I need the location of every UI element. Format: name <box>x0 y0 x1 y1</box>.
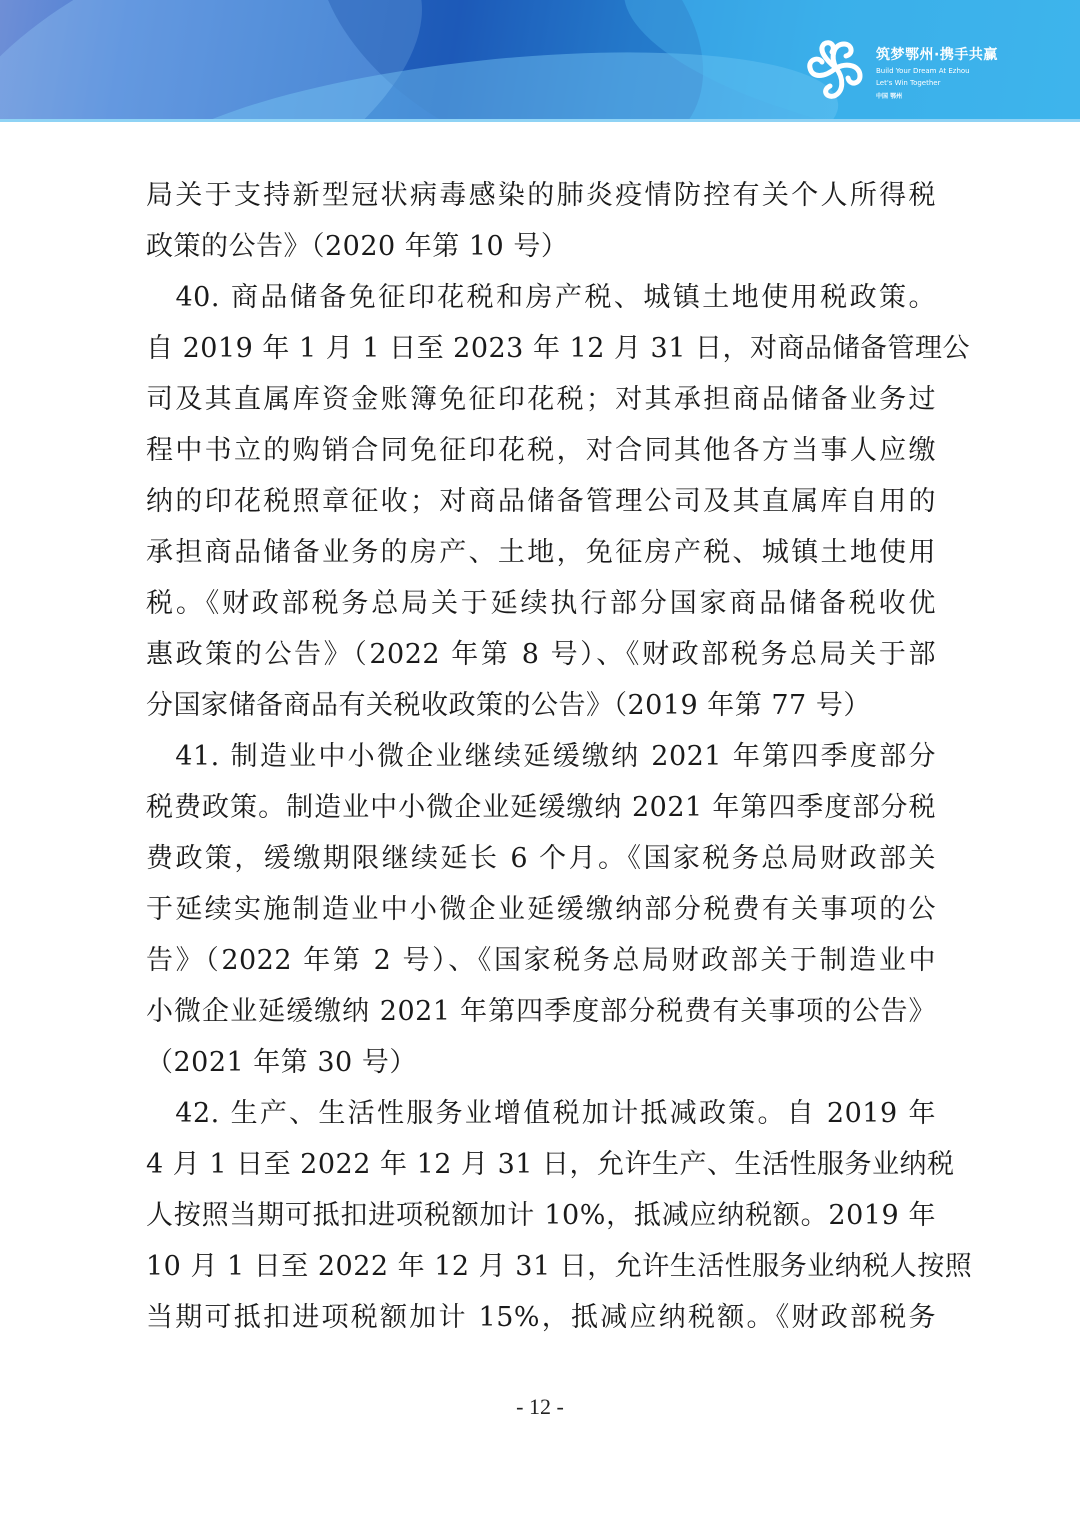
text-line: 10 月 1 日至 2022 年 12 月 31 日，允许生活性服务业纳税人按照 <box>146 1251 973 1282</box>
text-line: 司及其直属库资金账簿免征印花税；对其承担商品储备业务过 <box>146 384 936 415</box>
text-line: 惠政策的公告》（2022 年第 8 号）、《财政部税务总局关于部 <box>146 639 936 670</box>
location-label: 中国 鄂州 <box>876 93 903 100</box>
text-line: 税。《财政部税务总局关于延续执行部分国家商品储备税收优 <box>146 588 936 619</box>
text-line: 告》（2022 年第 2 号）、《国家税务总局财政部关于制造业中 <box>146 945 936 976</box>
banner-divider <box>0 119 1080 122</box>
text-line: 41. 制造业中小微企业继续延缓缴纳 2021 年第四季度部分 <box>146 741 936 772</box>
text-line: 政策的公告》（2020 年第 10 号） <box>146 231 569 262</box>
slogan-english-1: Build Your Dream At Ezhou <box>876 67 970 75</box>
document-body <box>146 170 973 1343</box>
text-line: （2021 年第 30 号） <box>146 1047 417 1078</box>
slogan-english-2: Let's Win Together <box>876 79 941 87</box>
text-line: 小微企业延缓缴纳 2021 年第四季度部分税费有关事项的公告》 <box>146 996 936 1027</box>
text-line: 当期可抵扣进项税额加计 15%，抵减应纳税额。《财政部税务 <box>146 1302 936 1333</box>
text-line: 程中书立的购销合同免征印花税，对合同其他各方当事人应缴 <box>146 435 936 466</box>
text-line: 40. 商品储备免征印花税和房产税、城镇土地使用税政策。 <box>146 282 936 313</box>
text-line: 费政策，缓缴期限继续延长 6 个月。《国家税务总局财政部关 <box>146 843 936 874</box>
text-line: 于延续实施制造业中小微企业延缓缴纳部分税费有关事项的公 <box>146 894 936 925</box>
logo-text-block <box>876 44 998 100</box>
text-line: 分国家储备商品有关税收政策的公告》（2019 年第 77 号） <box>146 690 871 721</box>
flower-logo-icon <box>804 38 868 102</box>
header-banner <box>0 0 1080 122</box>
text-line: 纳的印花税照章征收；对商品储备管理公司及其直属库自用的 <box>146 486 936 517</box>
text-line: 4 月 1 日至 2022 年 12 月 31 日，允许生产、生活性服务业纳税 <box>146 1149 955 1180</box>
text-line: 自 2019 年 1 月 1 日至 2023 年 12 月 31 日，对商品储备管理公 <box>146 333 970 364</box>
text-line: 局关于支持新型冠状病毒感染的肺炎疫情防控有关个人所得税 <box>146 180 936 211</box>
text-line: 42. 生产、生活性服务业增值税加计抵减政策。自 2019 年 <box>146 1098 936 1129</box>
text-line: 税费政策。制造业中小微企业延缓缴纳 2021 年第四季度部分税 <box>146 792 936 823</box>
page-number: - 12 - <box>516 1394 564 1419</box>
text-line: 人按照当期可抵扣进项税额加计 10%，抵减应纳税额。2019 年 <box>146 1200 936 1231</box>
text-line: 承担商品储备业务的房产、土地，免征房产税、城镇土地使用 <box>146 537 936 568</box>
slogan-chinese: 筑梦鄂州·携手共赢 <box>876 47 998 63</box>
